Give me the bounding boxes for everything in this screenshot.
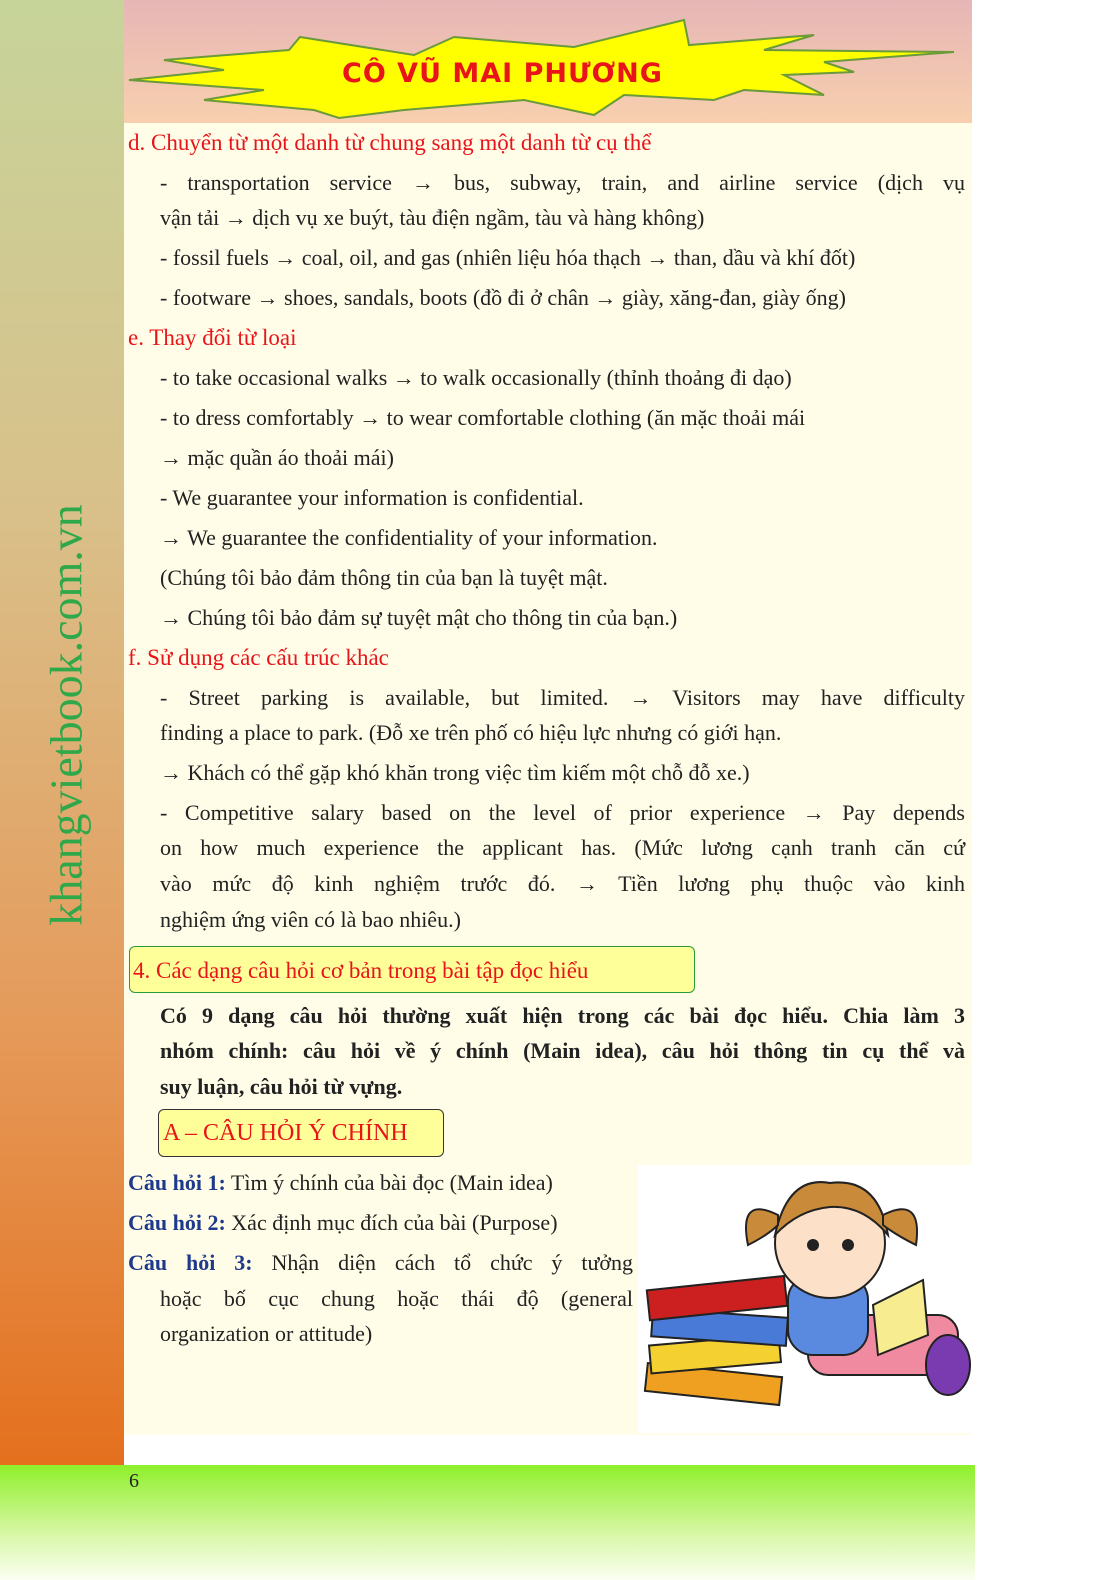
section-d-heading: d. Chuyển từ một danh từ chung sang một danh từ cụ thể — [128, 130, 652, 155]
text-line: → Chúng tôi bảo đảm sự tuyệt mật cho thông tin của bạn.) — [160, 605, 678, 630]
text-line: nghiệm ứng viên có là bao nhiêu.) — [160, 907, 461, 932]
page-header — [124, 0, 972, 123]
section-e-heading: e. Thay đổi từ loại — [128, 325, 297, 350]
question-1-label: Câu hỏi 1: — [128, 1170, 226, 1195]
left-margin-strip — [0, 0, 124, 1465]
text-line: - to dress comfortably → to wear comfortable clothing (ăn mặc thoải mái — [160, 405, 806, 430]
text-line: → We guarantee the confidentiality of your information. — [160, 525, 658, 550]
text-line: - to take occasional walks → to walk occasionally (thỉnh thoảng đi dạo) — [160, 365, 792, 390]
intro-line: nhóm chính: câu hỏi về ý chính (Main idea), câu hỏi thông tin cụ thể và — [160, 1038, 965, 1063]
subheading-a: A – CÂU HỎI Ý CHÍNH — [163, 1120, 408, 1146]
intro-line: Có 9 dạng câu hỏi thường xuất hiện trong các bài đọc hiểu. Chia làm 3 — [160, 1003, 965, 1028]
text-line: - fossil fuels → coal, oil, and gas (nhiên liệu hóa thạch → than, dầu và khí đốt) — [160, 245, 856, 270]
question-2-text: Xác định mục đích của bài (Purpose) — [225, 1210, 558, 1235]
page-number: 6 — [129, 1470, 139, 1492]
text-line: vận tải → dịch vụ xe buýt, tàu điện ngầm, tàu và hàng không) — [160, 205, 705, 230]
text-line: - transportation service → bus, subway, train, and airline service (dịch vụ — [160, 170, 965, 195]
text-line: - footware → shoes, sandals, boots (đồ đi ở chân → giày, xăng-đan, giày ống) — [160, 285, 846, 310]
text-line: finding a place to park. (Đỗ xe trên phố có hiệu lực nhưng có giới hạn. — [160, 720, 782, 745]
girl-reading-books-illustration — [638, 1165, 972, 1433]
text-line: - We guarantee your information is confidential. — [160, 485, 584, 510]
question-3-text: Nhận diện cách tổ chức ý tưởng — [252, 1250, 633, 1275]
question-1-text: Tìm ý chính của bài đọc (Main idea) — [225, 1170, 553, 1195]
intro-line: suy luận, câu hỏi từ vựng. — [160, 1074, 403, 1099]
question-3 — [128, 1249, 633, 1277]
question-1 — [128, 1169, 553, 1197]
text-line: → Khách có thể gặp khó khăn trong việc tìm kiếm một chỗ đỗ xe.) — [160, 760, 750, 785]
text-line: hoặc bố cục chung hoặc thái độ (general — [160, 1286, 633, 1311]
text-line: organization or attitude) — [160, 1321, 373, 1346]
author-banner-text: CÔ VŨ MAI PHƯƠNG — [342, 58, 663, 89]
section-4-heading: 4. Các dạng câu hỏi cơ bản trong bài tập đọc hiểu — [133, 958, 589, 983]
text-line: vào mức độ kinh nghiệm trước đó. → Tiền lương phụ thuộc vào kinh — [160, 871, 965, 896]
question-2-label: Câu hỏi 2: — [128, 1210, 226, 1235]
text-line: → mặc quần áo thoải mái) — [160, 445, 394, 470]
question-3-label: Câu hỏi 3: — [128, 1250, 253, 1275]
page-footer — [0, 1465, 975, 1580]
text-line: (Chúng tôi bảo đảm thông tin của bạn là tuyệt mật. — [160, 565, 608, 590]
question-2 — [128, 1209, 558, 1237]
text-line: - Competitive salary based on the level of prior experience → Pay depends — [160, 800, 965, 825]
section-f-heading: f. Sử dụng các cấu trúc khác — [128, 645, 389, 670]
text-line: - Street parking is available, but limited. → Visitors may have difficulty — [160, 685, 965, 710]
watermark: khangvietbook.com.vn — [40, 504, 92, 926]
text-line: on how much experience the applicant has. (Mức lương cạnh tranh căn cứ — [160, 835, 965, 860]
